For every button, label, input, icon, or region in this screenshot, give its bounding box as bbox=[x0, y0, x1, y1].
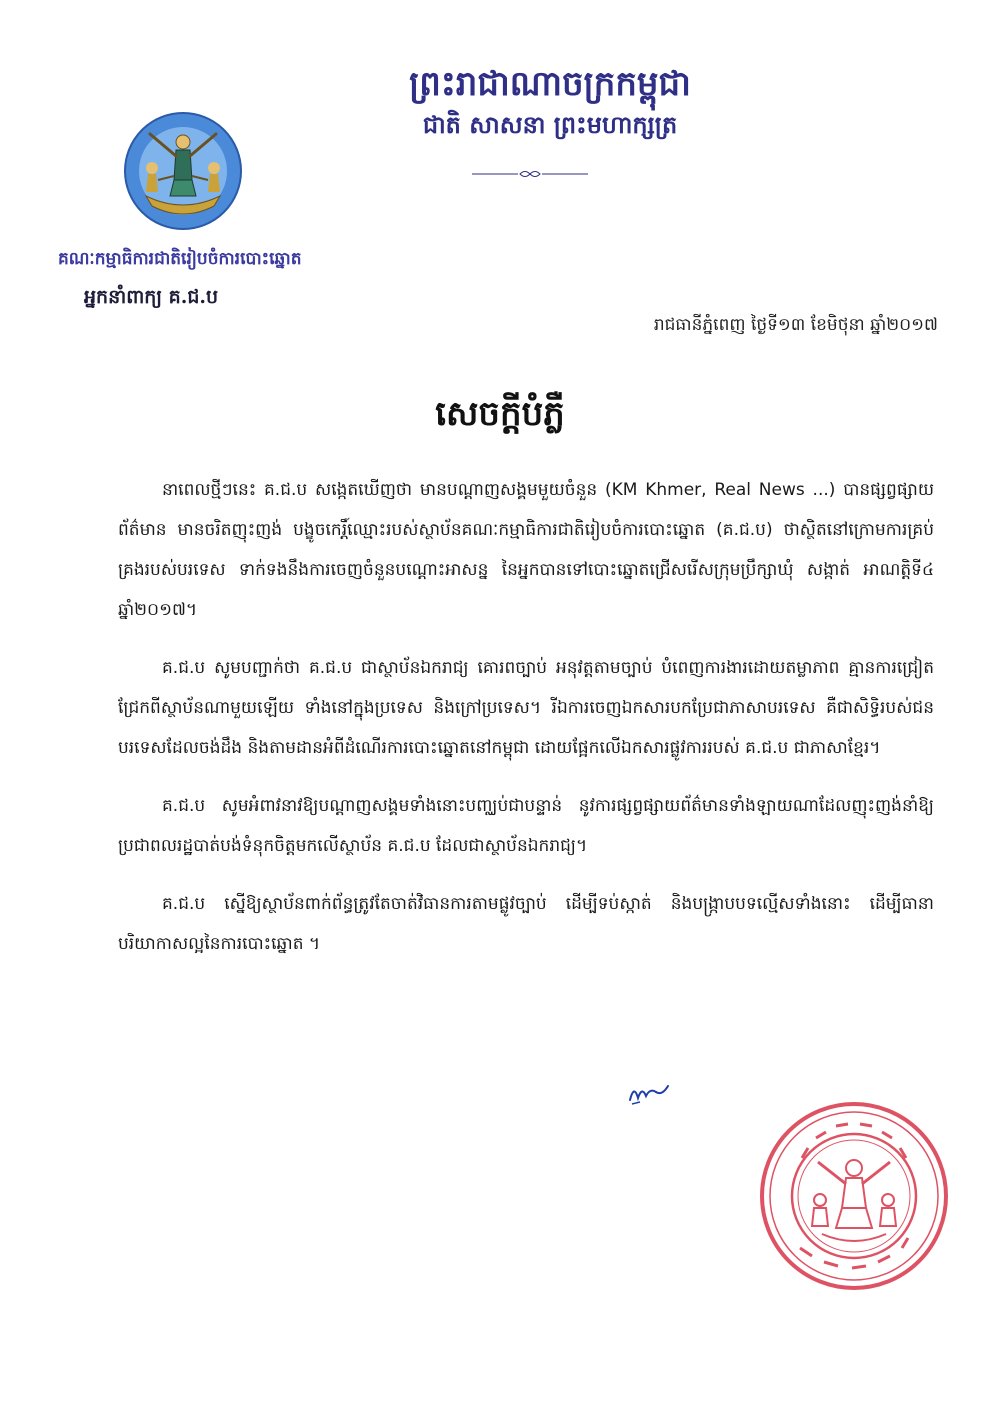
kingdom-title: ព្រះរាជាណាចក្រកម្ពុជា bbox=[409, 64, 691, 104]
paragraph: គ.ជ.ប សូមអំពាវនាវឱ្យបណ្តាញសង្គមទាំងនោះបញ្ឈប់ជាបន្ទាន់ នូវការផ្សព្វផ្សាយព័ត៌មានទាំងឡាយណាដែលញុះញង់នាំឱ្យប្រជាពលរដ្ឋបាត់បង់ទំនុកចិត្តមកលើស្ថាប័ន គ.ជ.ប ដែលជាស្ថាប័នឯករាជ្យ។ bbox=[118, 796, 934, 856]
header-divider-ornament bbox=[470, 168, 590, 180]
organization-name: គណៈកម្មាធិការជាតិរៀបចំការបោះឆ្នោត bbox=[58, 249, 302, 269]
document-body bbox=[118, 470, 934, 982]
paragraph: នាពេលថ្មីៗនេះ គ.ជ.ប សង្កេតឃើញថា មានបណ្តាញសង្គមមួយចំនួន (KM Khmer, Real News ...) បានផ្សព្វផ្សាយព័ត៌មាន មានចរិតញុះញង់ បង្ខូចកេរ្តិ៍ឈ្មោះរបស់ស្ថាប័នគណៈកម្មាធិការជាតិរៀបចំការបោះឆ្នោត (គ.ជ.ប) ថាស្ថិតនៅក្រោមការគ្រប់គ្រងរបស់បរទេស ទាក់ទងនឹងការចេញចំនួនបណ្តោះអាសន្ន នៃអ្នកបានទៅបោះឆ្នោតជ្រើសរើសក្រុមប្រឹក្សាឃុំ សង្កាត់ អាណត្តិទី៤ ឆ្នាំ២០១៧។ bbox=[118, 480, 934, 620]
spokesperson-office: អ្នកនាំពាក្យ គ.ជ.ប bbox=[84, 286, 219, 308]
handwritten-initial-signature bbox=[626, 1078, 672, 1108]
national-header bbox=[360, 62, 740, 142]
paragraph: គ.ជ.ប ស្នើឱ្យស្ថាប័នពាក់ព័ន្ធត្រូវតែចាត់វិធានការតាមផ្លូវច្បាប់ ដើម្បីទប់ស្កាត់ និងបង្ក្រាបបទល្មើសទាំងនោះ ដើម្បីធានាបរិយាកាសល្អនៃការបោះឆ្នោត ។ bbox=[118, 894, 934, 954]
paragraph: គ.ជ.ប សូមបញ្ជាក់ថា គ.ជ.ប ជាស្ថាប័នឯករាជ្យ គោរពច្បាប់ អនុវត្តតាមច្បាប់ បំពេញការងារដោយតម្លាភាព គ្មានការជ្រៀតជ្រែកពីស្ថាប័នណាមួយឡើយ ទាំងនៅក្នុងប្រទេស និងក្រៅប្រទេស។ រីឯការចេញឯកសារបកប្រែជាភាសាបរទេស គឺជាសិទ្ធិរបស់ជនបរទេសដែលចង់ដឹង និងតាមដានអំពីដំណើរការបោះឆ្នោតនៅកម្ពុជា ដោយផ្អែកលើឯកសារផ្លូវការរបស់ គ.ជ.ប ជាភាសាខ្មែរ។ bbox=[118, 658, 934, 758]
nec-emblem-logo bbox=[122, 110, 244, 232]
document-title: សេចក្តីបំភ្លឺ bbox=[435, 394, 565, 434]
organization-block bbox=[58, 248, 302, 313]
national-motto: ជាតិ សាសនា ព្រះមហាក្សត្រ bbox=[422, 110, 678, 139]
official-red-seal bbox=[756, 1098, 952, 1294]
date-line: រាជធានីភ្នំពេញ ថ្ងៃទី១៣ ខែមិថុនា ឆ្នាំ២០១៧ bbox=[653, 315, 938, 335]
